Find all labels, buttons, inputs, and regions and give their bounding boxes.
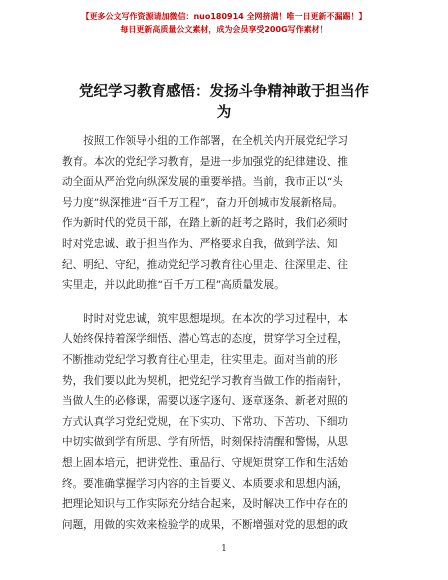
document-title <box>40 82 408 124</box>
text-line: 作为新时代的党员干部，在踏上新的赶考之路时，我们必须时 <box>62 217 349 230</box>
paragraph-2 <box>62 309 390 536</box>
text-line: 时对党忠诚、敢于担当作为、严格要求自我，做到学法、知 <box>62 237 338 250</box>
text-line: 问题，用做的实效来检验学的成果，不断增强对党的思想的政 <box>62 518 349 531</box>
text-line: 动全面从严治党向纵深发展的重要举措。当前，我市正以“头 <box>62 176 343 189</box>
page-number: 1 <box>221 544 227 554</box>
text-line: 按照工作领导小组的工作部署，在全机关内开展党纪学习 <box>62 135 349 147</box>
text-line: 想上固本培元，把讲党性、重品行、守规矩贯穿工作和生活始 <box>62 456 349 469</box>
text-line: 号力度”纵深推进“百千万工程”，奋力开创城市发展新格局。 <box>62 196 344 209</box>
text-line: 不断推动党纪学习教育往心里走，往实里走。面对当前的形 <box>62 353 338 366</box>
promo-banner <box>0 10 448 36</box>
text-line: 教育。本次的党纪学习教育，是进一步加强党的纪律建设、推 <box>62 155 349 168</box>
promo-banner-line-2: 每日更新高质量公文素材，成为会员享受200G写作素材！ <box>120 25 328 34</box>
text-line: 终。要准确掌握学习内容的主旨要义、本质要求和思想内涵， <box>62 477 349 490</box>
promo-banner-line-1: 【更多公文写作资源请加微信：nuo180914 全网挤满！唯一日更新不漏踢！】 <box>81 12 367 21</box>
paragraph-spacer <box>62 296 390 309</box>
text-line: 时时对党忠诚，筑牢思想堤坝。在本次的学习过程中，本 <box>62 312 349 325</box>
document-body <box>62 131 390 535</box>
text-line: 纪、明纪、守纪，推动党纪学习教育往心里走、往深里走、往 <box>62 258 349 271</box>
text-line: 方式认真学习党纪党规，在下实功、下常功、下苦功、下细功 <box>62 415 349 428</box>
text-line: 当做人生的必修课，需要以逐字逐句、逐章逐条、新老对照的 <box>62 395 349 408</box>
paragraph-1 <box>62 131 390 296</box>
text-line: 实里走，并以此助推“百千万工程”高质量发展。 <box>62 279 285 292</box>
text-line: 中切实做到学有所思、学有所悟，时刻保持清醒和警惕，从思 <box>62 436 349 449</box>
text-line: 把理论知识与工作实际充分结合起来，及时解决工作中存在的 <box>62 498 349 511</box>
text-line: 人始终保持着深学细悟、潜心笃志的态度，贯穿学习全过程， <box>62 333 349 346</box>
text-line: 势，我们要以此为契机，把党纪学习教育当做工作的指南针， <box>62 374 349 387</box>
title-line-2: 为 <box>216 105 232 121</box>
title-line-1: 党纪学习教育感悟：发扬斗争精神敢于担当作 <box>79 84 369 100</box>
